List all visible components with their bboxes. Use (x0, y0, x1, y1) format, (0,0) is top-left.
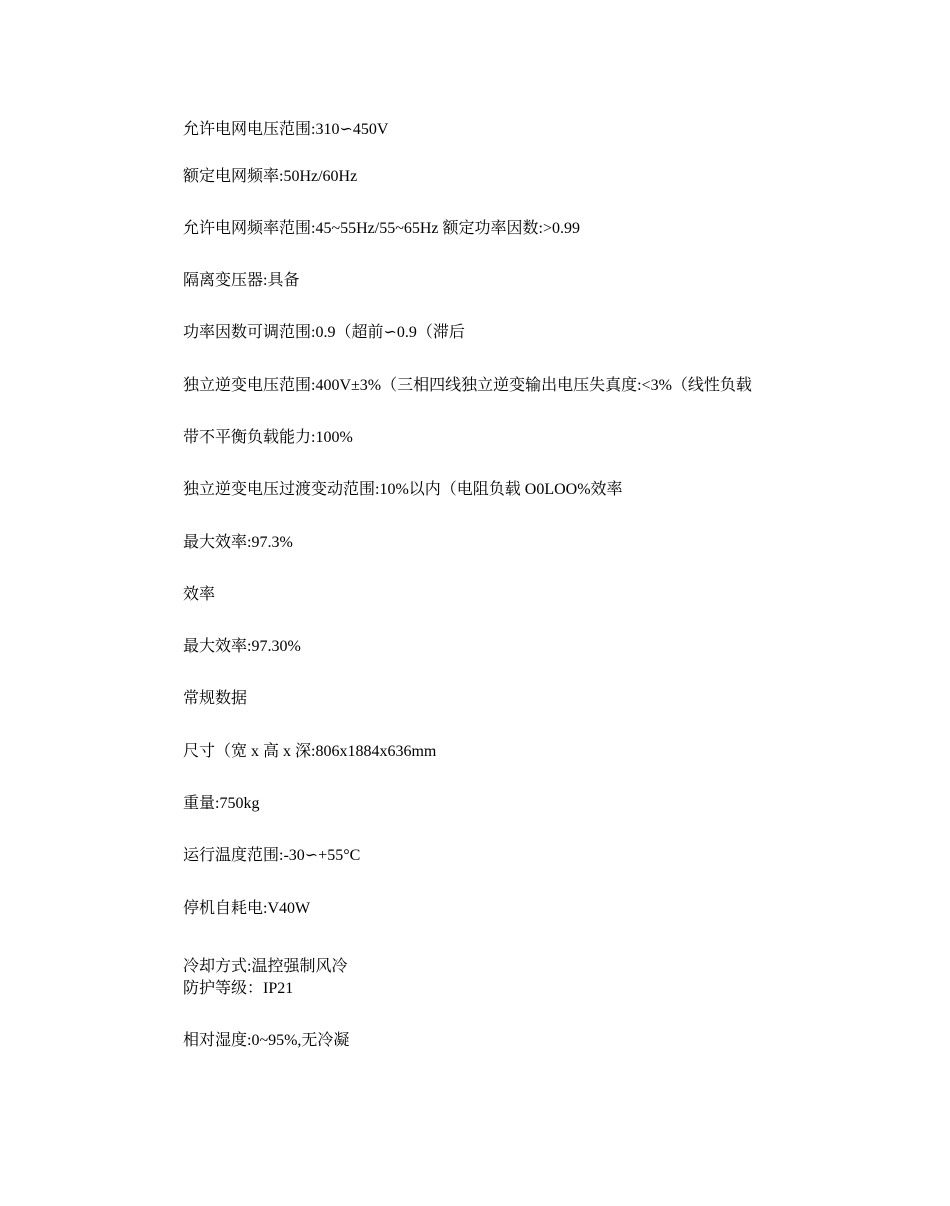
weight-line: 重量:750kg (183, 795, 260, 812)
rated-grid-frequency-line: 额定电网频率:50Hz/60Hz (183, 168, 358, 185)
grid-voltage-range-line: 允许电网电压范围:310∽450V (183, 121, 389, 138)
grid-frequency-range-line: 允许电网频率范围:45~55Hz/55~65Hz 额定功率因数:>0.99 (183, 220, 580, 237)
unbalanced-load-line: 带不平衡负载能力:100% (183, 429, 353, 446)
max-efficiency-detail-line: 最大效率:97.30% (183, 638, 301, 655)
dimensions-line: 尺寸（宽 x 高 x 深:806x1884x636mm (183, 743, 437, 760)
voltage-transient-line: 独立逆变电压过渡变动范围:10%以内（电阻负载 O0LOO%效率 (183, 481, 623, 498)
power-factor-range-line: 功率因数可调范围:0.9（超前∽0.9（滞后 (183, 324, 465, 341)
max-efficiency-line: 最大效率:97.3% (183, 534, 293, 551)
standby-consumption-line: 停机自耗电:V40W (183, 900, 311, 917)
protection-rating-line: 防护等级：IP21 (183, 980, 294, 997)
efficiency-heading: 效率 (183, 586, 216, 603)
operating-temperature-line: 运行温度范围:-30∽+55°C (183, 847, 361, 864)
isolation-transformer-line: 隔离变压器:具备 (183, 272, 300, 289)
inverter-voltage-range-line: 独立逆变电压范围:400V±3%（三相四线独立逆变输出电压失真度:<3%（线性负载 (183, 377, 752, 394)
cooling-method-line: 冷却方式:温控强制风冷 (183, 958, 348, 975)
general-data-heading: 常规数据 (183, 690, 248, 707)
relative-humidity-line: 相对湿度:0~95%,无冷凝 (183, 1032, 350, 1049)
